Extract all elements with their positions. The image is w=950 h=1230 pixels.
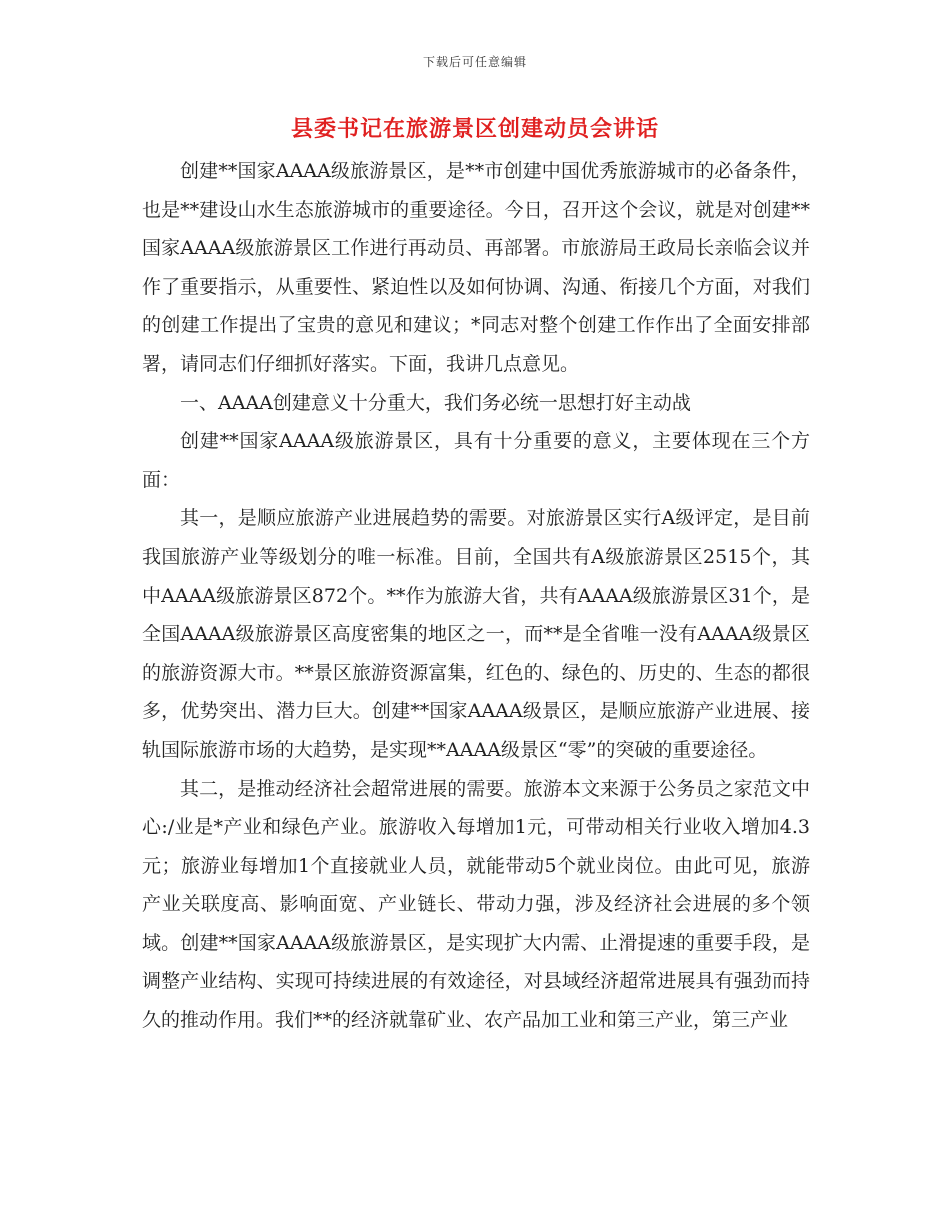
paragraph-intro: 创建**国家AAAA级旅游景区，是**市创建中国优秀旅游城市的必备条件，也是**建设山水生态旅游城市的重要途径。今日，召开这个会议，就是对创建**国家AAAA级旅游景区工作进行再动员、再部署。市旅游局王政局长亲临会议并作了重要指示，从重要性、紧迫性以及如何协调、沟通、衔接几个方面，对我们的创建工作提出了宝贵的意见和建议；*同志对整个创建工作作出了全面安排部署，请同志们仔细抓好落实。下面，我讲几点意见。	[142, 160, 810, 375]
paragraph-point-2: 其二，是推动经济社会超常进展的需要。旅游本文来源于公务员之家范文中心:/业是*产业和绿色产业。旅游收入每增加1元，可带动相关行业收入增加4.3元；旅游业每增加1个直接就业人员，就能带动5个就业岗位。由此可见，旅游产业关联度高、影响面宽、产业链长、带动力强，涉及经济社会进展的多个领域。创建**国家AAAA级旅游景区，是实现扩大内需、止滑提速的重要手段，是调整产业结构、实现可持续进展的有效途径，对县域经济超常进展具有强劲而持久的推动作用。我们**的经济就靠矿业、农产品加工业和第三产业，第三产业	[142, 777, 810, 1032]
header-note: 下载后可任意编辑	[422, 55, 527, 69]
section-heading-1: 一、AAAA创建意义十分重大，我们务必统一思想打好主动战	[180, 391, 691, 414]
paragraph-point-1: 其一，是顺应旅游产业进展趋势的需要。对旅游景区实行A级评定，是目前我国旅游产业等级划分的唯一标准。目前，全国共有A级旅游景区2515个，其中AAAA级旅游景区872个。**作为旅游大省，共有AAAA级旅游景区31个，是全国AAAA级旅游景区高度密集的地区之一，而**是全省唯一没有AAAA级景区的旅游资源大市。**景区旅游资源富集，红色的、绿色的、历史的、生态的都很多，优势突出、潜力巨大。创建**国家AAAA级景区，是顺应旅游产业进展、接轨国际旅游市场的大趋势，是实现**AAAA级景区“零”的突破的重要途径。	[142, 507, 810, 761]
paragraph-significance: 创建**国家AAAA级旅游景区，具有十分重要的意义，主要体现在三个方面：	[142, 430, 810, 491]
document-body	[142, 152, 810, 1040]
document-title: 县委书记在旅游景区创建动员会讲话	[290, 116, 659, 142]
